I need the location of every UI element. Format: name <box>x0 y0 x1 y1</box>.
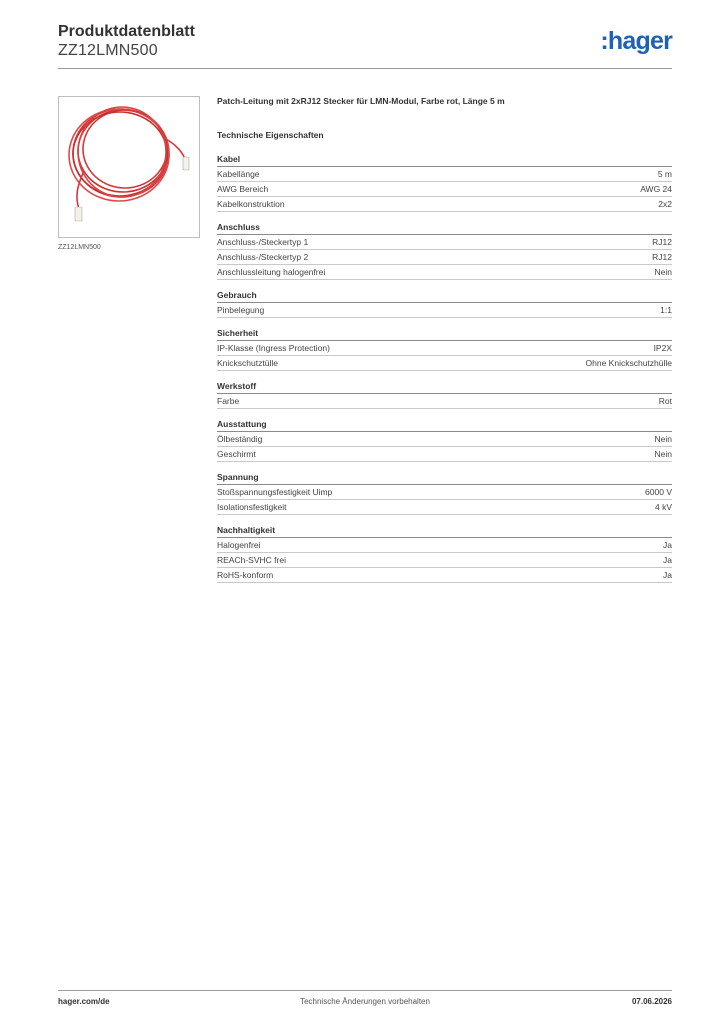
table-row <box>217 553 672 568</box>
section-kabel <box>217 153 672 212</box>
section-title: Ausstattung <box>217 418 672 432</box>
section-anschluss <box>217 221 672 280</box>
product-image <box>58 96 200 238</box>
row-label: IP-Klasse (Ingress Protection) <box>217 343 330 353</box>
product-details <box>217 96 672 583</box>
table-row <box>217 250 672 265</box>
row-value: Rot <box>658 396 672 406</box>
row-label: Kabellänge <box>217 169 260 179</box>
table-row <box>217 235 672 250</box>
row-value: RJ12 <box>652 252 672 262</box>
table-row <box>217 394 672 409</box>
row-label: Anschlussleitung halogenfrei <box>217 267 326 277</box>
row-label: RoHS-konform <box>217 570 274 580</box>
table-row <box>217 341 672 356</box>
row-label: Knickschutztülle <box>217 358 278 368</box>
row-value: Ja <box>663 570 672 580</box>
cable-coil-icon <box>59 97 199 237</box>
row-value: Nein <box>654 434 672 444</box>
table-row <box>217 447 672 462</box>
row-value: AWG 24 <box>640 184 672 194</box>
section-title: Spannung <box>217 471 672 485</box>
row-label: Ölbeständig <box>217 434 263 444</box>
row-value: 5 m <box>657 169 672 179</box>
row-label: Halogenfrei <box>217 540 261 550</box>
row-value: RJ12 <box>652 237 672 247</box>
section-title: Werkstoff <box>217 380 672 394</box>
section-title: Anschluss <box>217 221 672 235</box>
footer-website-link[interactable]: hager.com/de <box>58 997 110 1006</box>
row-label: Isolationsfestigkeit <box>217 502 287 512</box>
table-row <box>217 432 672 447</box>
hager-logo: :hager <box>600 27 672 55</box>
table-row <box>217 500 672 515</box>
row-value: 2x2 <box>658 199 672 209</box>
footer-notice: Technische Änderungen vorbehalten <box>300 997 430 1006</box>
document-header <box>58 22 195 60</box>
row-label: Pinbelegung <box>217 305 265 315</box>
section-ausstattung <box>217 418 672 462</box>
section-title: Sicherheit <box>217 327 672 341</box>
row-label: Kabelkonstruktion <box>217 199 285 209</box>
row-label: AWG Bereich <box>217 184 269 194</box>
row-value: Ja <box>663 555 672 565</box>
row-value: Ja <box>663 540 672 550</box>
row-value: Nein <box>654 267 672 277</box>
footer-date: 07.06.2026 <box>631 997 672 1006</box>
section-werkstoff <box>217 380 672 409</box>
table-row <box>217 182 672 197</box>
image-caption: ZZ12LMN500 <box>58 244 101 251</box>
document-title: Produktdatenblatt <box>58 23 195 40</box>
row-value: 4 kV <box>654 502 672 512</box>
table-row <box>217 568 672 583</box>
row-value: Nein <box>654 449 672 459</box>
row-label: Stoßspannungsfestigkeit Uimp <box>217 487 333 497</box>
section-sicherheit <box>217 327 672 371</box>
row-label: Anschluss-/Steckertyp 2 <box>217 252 309 262</box>
table-row <box>217 356 672 371</box>
row-label: Farbe <box>217 396 240 406</box>
footer-divider <box>58 990 672 991</box>
table-row <box>217 265 672 280</box>
section-gebrauch <box>217 289 672 318</box>
header-divider <box>58 68 672 69</box>
table-row <box>217 538 672 553</box>
row-label: REACh-SVHC frei <box>217 555 286 565</box>
section-title: Gebrauch <box>217 289 672 303</box>
section-title: Nachhaltigkeit <box>217 524 672 538</box>
table-row <box>217 485 672 500</box>
row-value: IP2X <box>653 343 672 353</box>
section-title: Kabel <box>217 153 672 167</box>
product-description: Patch-Leitung mit 2xRJ12 Stecker für LMN-Modul, Farbe rot, Länge 5 m <box>217 96 505 106</box>
row-value: Ohne Knickschutzhülle <box>585 358 672 368</box>
section-spannung <box>217 471 672 515</box>
row-label: Anschluss-/Steckertyp 1 <box>217 237 309 247</box>
product-code: ZZ12LMN500 <box>58 42 158 59</box>
table-row <box>217 167 672 182</box>
row-value: 6000 V <box>645 487 672 497</box>
section-nachhaltigkeit <box>217 524 672 583</box>
row-label: Geschirmt <box>217 449 256 459</box>
row-value: 1:1 <box>660 305 672 315</box>
technical-properties-title: Technische Eigenschaften <box>217 130 324 140</box>
table-row <box>217 197 672 212</box>
table-row <box>217 303 672 318</box>
